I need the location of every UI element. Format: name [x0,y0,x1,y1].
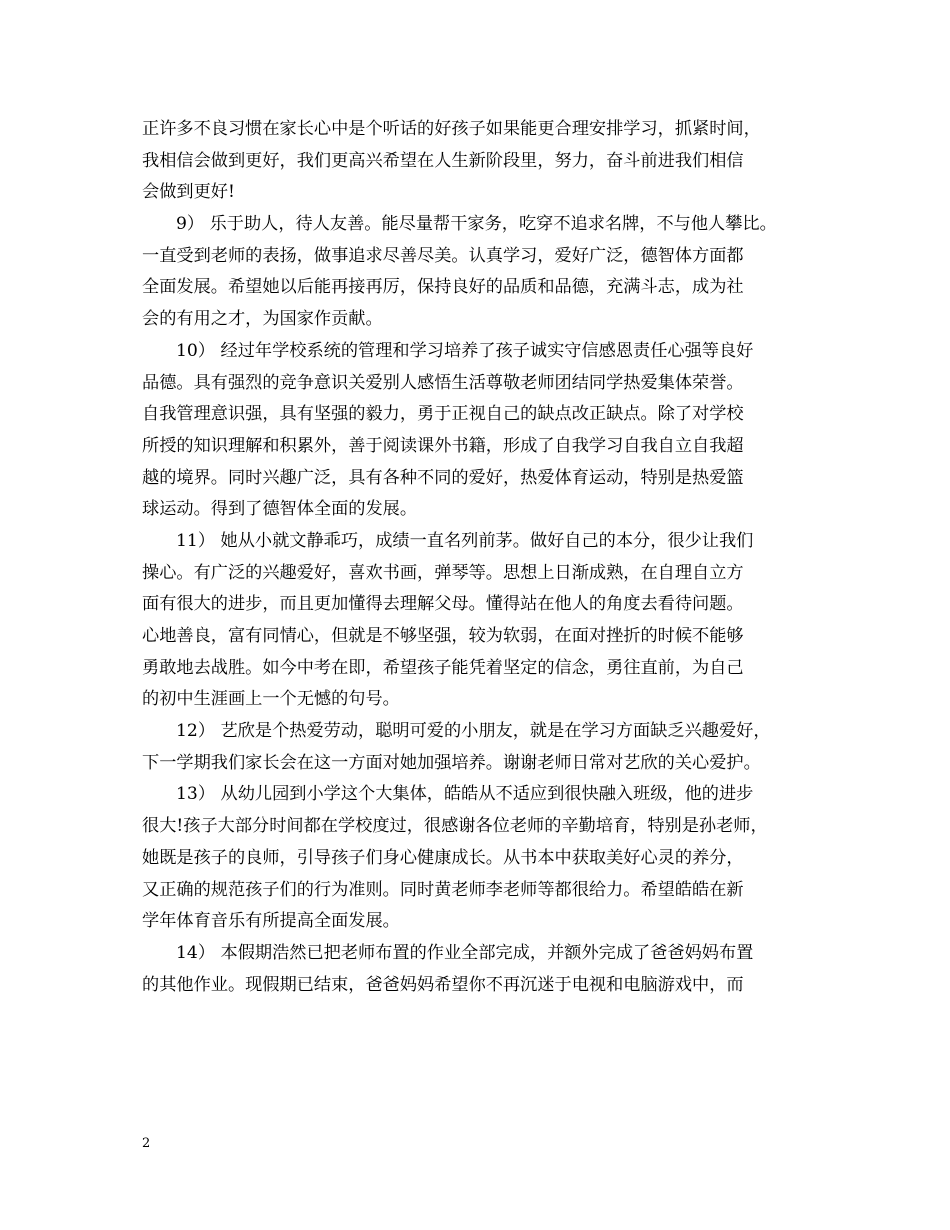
text-line: 所授的知识理解和积累外，善于阅读课外书籍，形成了自我学习自我自立自我超 [142,435,744,456]
page-number: 2 [142,1136,151,1151]
paragraph-13-start: 13） 从幼儿园到小学这个大集体，皓皓从不适应到很快融入班级，他的进步 [176,784,754,805]
text-line: 会做到更好! [142,182,235,203]
text-line: 球运动。得到了德智体全面的发展。 [142,499,418,520]
text-line: 的其他作业。现假期已结束，爸爸妈妈希望你不再沉迷于电视和电脑游戏中，而 [142,974,744,995]
text-line: 我相信会做到更好，我们更高兴希望在人生新阶段里，努力，奋斗前进我们相信 [142,150,744,171]
text-line: 勇敢地去战胜。如今中考在即，希望孩子能凭着坚定的信念，勇往直前，为自己 [142,657,744,678]
text-line: 会的有用之才，为国家作贡献。 [142,309,383,330]
text-line: 下一学期我们家长会在这一方面对她加强培养。谢谢老师日常对艺欣的关心爱护。 [142,752,761,773]
paragraph-10-start: 10） 经过年学校系统的管理和学习培养了孩子诚实守信感恩责任心强等良好 [176,340,754,361]
text-line: 越的境界。同时兴趣广泛，具有各种不同的爱好，热爱体育运动，特别是热爱篮 [142,467,744,488]
text-line: 学年体育音乐有所提高全面发展。 [142,911,400,932]
body-text [142,114,812,1001]
text-line: 的初中生涯画上一个无憾的句号。 [142,689,400,710]
text-line: 自我管理意识强，具有坚强的毅力，勇于正视自己的缺点改正缺点。除了对学校 [142,404,744,425]
text-line: 面有很大的进步，而且更加懂得去理解父母。懂得站在他人的角度去看待问题。 [142,594,744,615]
text-line: 全面发展。希望她以后能再接再厉，保持良好的品质和品德，充满斗志，成为社 [142,277,744,298]
paragraph-11-start: 11） 她从小就文静乖巧，成绩一直名列前茅。做好自己的本分，很少让我们 [176,530,754,551]
paragraph-12-start: 12） 艺欣是个热爱劳动，聪明可爱的小朋友，就是在学习方面缺乏兴趣爱好， [176,721,771,742]
text-line: 很大!孩子大部分时间都在学校度过，很感谢各位老师的辛勤培育，特别是孙老师， [142,816,768,837]
text-line: 又正确的规范孩子们的行为准则。同时黄老师李老师等都很给力。希望皓皓在新 [142,879,744,900]
paragraph-14-start: 14） 本假期浩然已把老师布置的作业全部完成，并额外完成了爸爸妈妈布置 [176,942,754,963]
text-line: 一直受到老师的表扬，做事追求尽善尽美。认真学习，爱好广泛，德智体方面都 [142,245,744,266]
text-line: 正许多不良习惯在家长心中是个听话的好孩子如果能更合理安排学习，抓紧时间， [142,119,761,139]
text-line: 心地善良，富有同情心，但就是不够坚强，较为软弱，在面对挫折的时候不能够 [142,626,744,646]
paragraph-9-start: 9） 乐于助人，待人友善。能尽量帮干家务，吃穿不追求名牌，不与他人攀比。 [176,214,777,235]
text-line: 品德。具有强烈的竞争意识关爱别人感悟生活尊敬老师团结同学热爱集体荣誉。 [142,372,744,393]
text-line: 操心。有广泛的兴趣爱好，喜欢书画，弹琴等。思想上日渐成熟，在自理自立方 [142,562,744,583]
text-line: 她既是孩子的良师，引导孩子们身心健康成长。从书本中获取美好心灵的养分， [142,847,744,868]
